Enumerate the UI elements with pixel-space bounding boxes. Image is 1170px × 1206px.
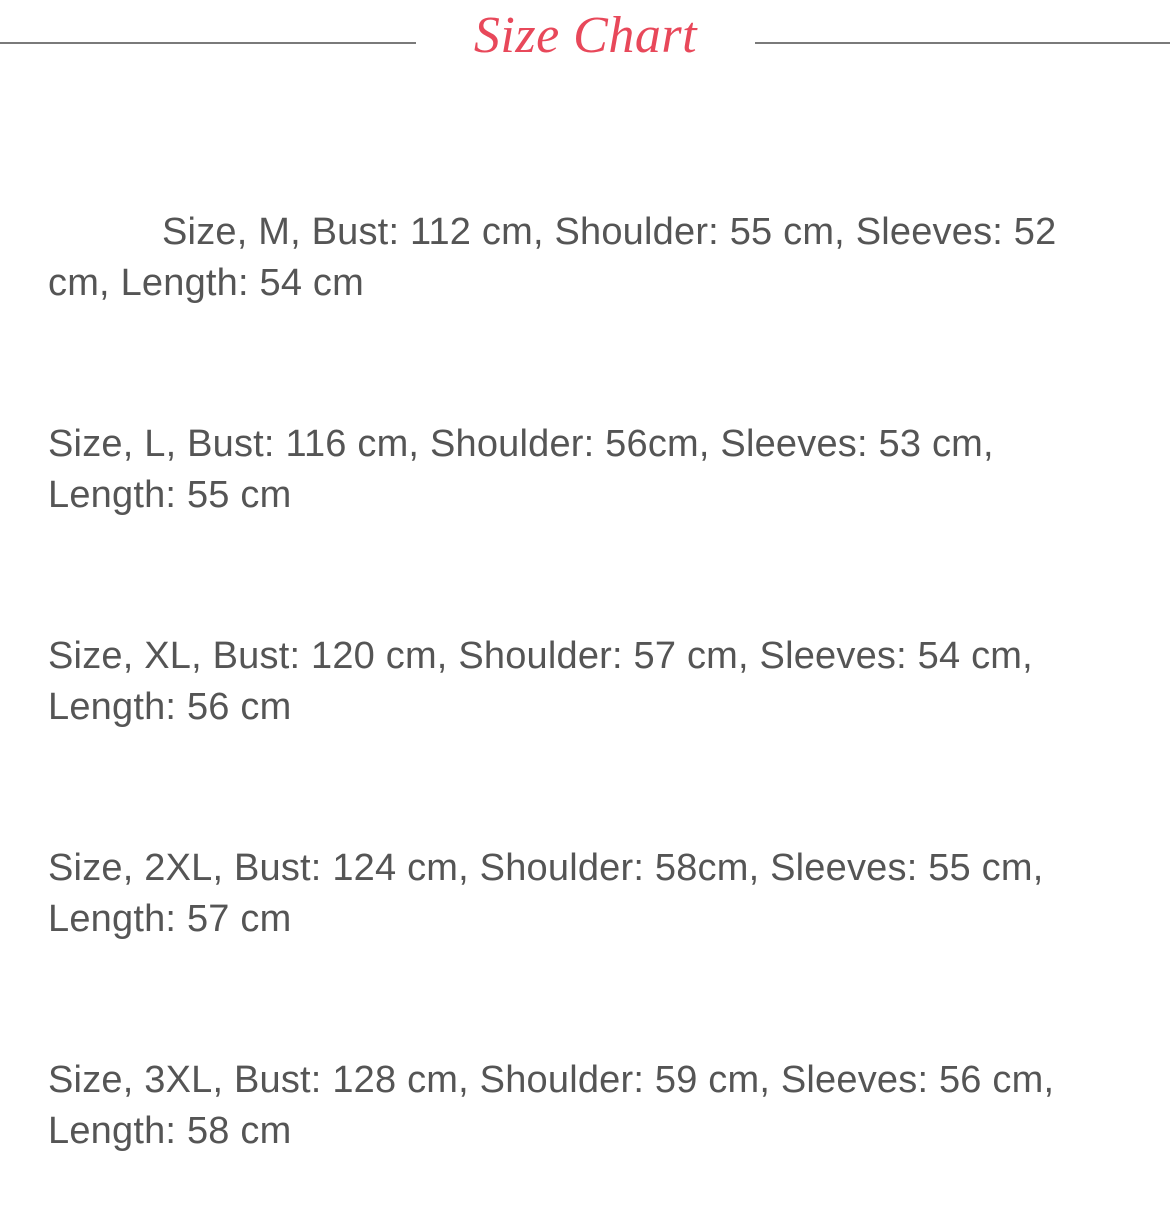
right-divider (755, 42, 1170, 44)
size-entry-2xl: Size, 2XL, Bust: 124 cm, Shoulder: 58cm, Sleeves: 55 cm, Length: 57 cm (48, 847, 1044, 940)
size-list (48, 207, 1128, 1156)
size-entry-xl: Size, XL, Bust: 120 cm, Shoulder: 57 cm, Sleeves: 54 cm, Length: 56 cm (48, 635, 1033, 728)
left-divider (0, 42, 416, 44)
page-title: Size Chart (473, 7, 698, 64)
size-entry-l: Size, L, Bust: 116 cm, Shoulder: 56cm, Sleeves: 53 cm, Length: 55 cm (48, 423, 994, 516)
size-entry-m: Size, M, Bust: 112 cm, Shoulder: 55 cm, Sleeves: 52 cm, Length: 54 cm (48, 211, 1057, 304)
header (0, 0, 1170, 90)
size-entry-3xl: Size, 3XL, Bust: 128 cm, Shoulder: 59 cm, Sleeves: 56 cm, Length: 58 cm (48, 1059, 1055, 1152)
